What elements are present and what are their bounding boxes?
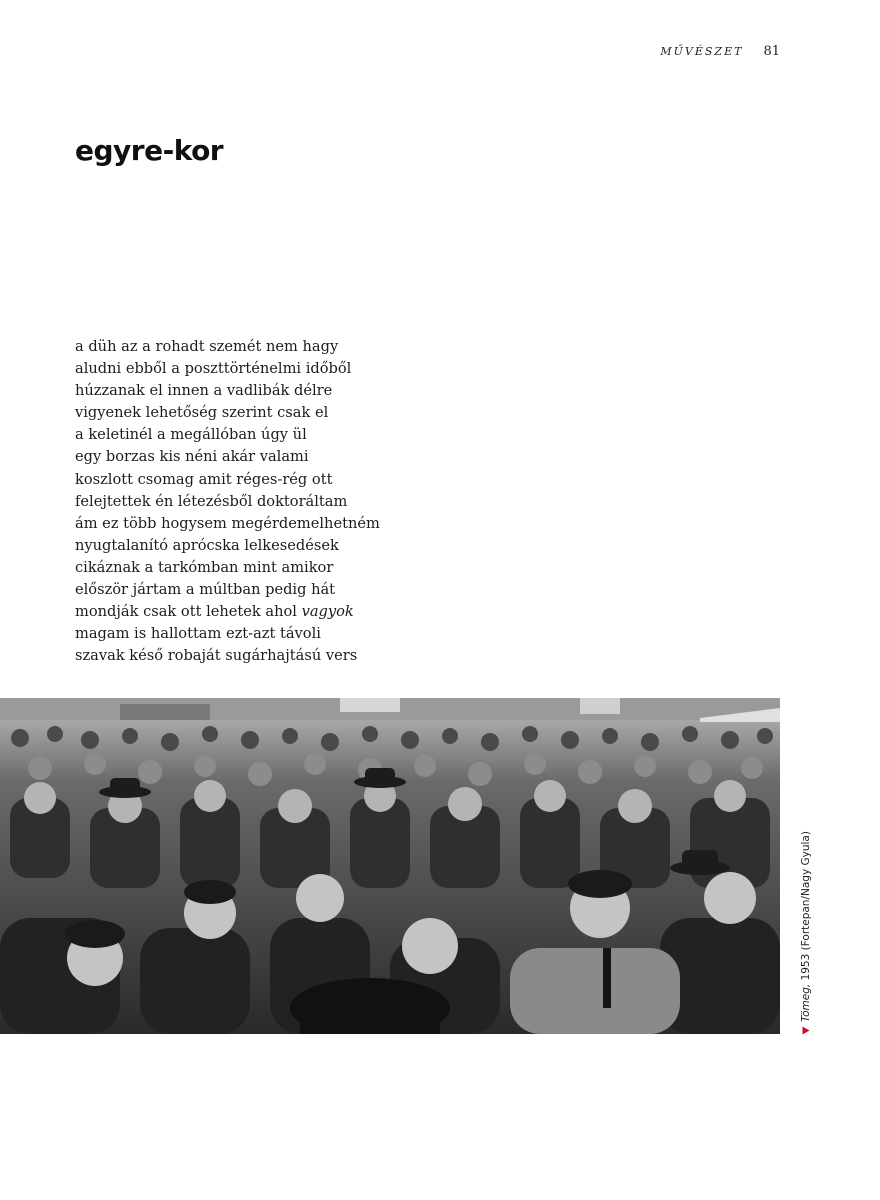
poem-line: aludni ebből a poszttörténelmi időből <box>75 360 352 378</box>
page-number: 81 <box>763 44 780 59</box>
poem-line <box>75 601 380 623</box>
caption-title: Tömeg, <box>800 983 812 1022</box>
poem-line: egy borzas kis néni akár valami <box>75 448 309 466</box>
poem-title: egyre-kor <box>75 134 224 167</box>
poem-line: a keletinél a megállóban úgy ül <box>75 426 307 444</box>
poem-italic-word: vagyok <box>301 603 354 621</box>
poem-line: ám ez több hogysem megérdemelhetném <box>75 514 380 532</box>
caption-credit: 1953 (Fortepan/Nagy Gyula) <box>800 831 812 984</box>
poem-line-text: mondják csak ott lehetek ahol <box>75 603 302 621</box>
crowd-photo-image <box>0 698 780 1034</box>
poem-line: cikáznak a tarkómban mint amikor <box>75 558 334 576</box>
poem-line: szavak késő robaját sugárhajtású vers <box>75 647 358 665</box>
poem-line: először jártam a múltban pedig hát <box>75 581 336 599</box>
poem-line: felejtettek én létezésből doktoráltam <box>75 492 348 510</box>
poem-line: a düh az a rohadt szemét nem hagy <box>75 338 339 355</box>
poem-body <box>75 336 380 667</box>
poem-line: magam is hallottam ezt-azt távoli <box>75 625 321 643</box>
poem-line: nyugtalanító aprócska lelkesedések <box>75 536 339 554</box>
photo-caption <box>800 831 812 1034</box>
triangle-marker-icon <box>803 1027 810 1035</box>
poem-line: húzzanak el innen a vadlibák délre <box>75 382 333 400</box>
running-head <box>660 44 780 59</box>
poem-line: vigyenek lehetőség szerint csak el <box>75 404 329 422</box>
crowd-photo <box>0 698 780 1034</box>
section-name: MŰVÉSZET <box>660 45 744 58</box>
poem-line: koszlott csomag amit réges-rég ott <box>75 470 333 488</box>
